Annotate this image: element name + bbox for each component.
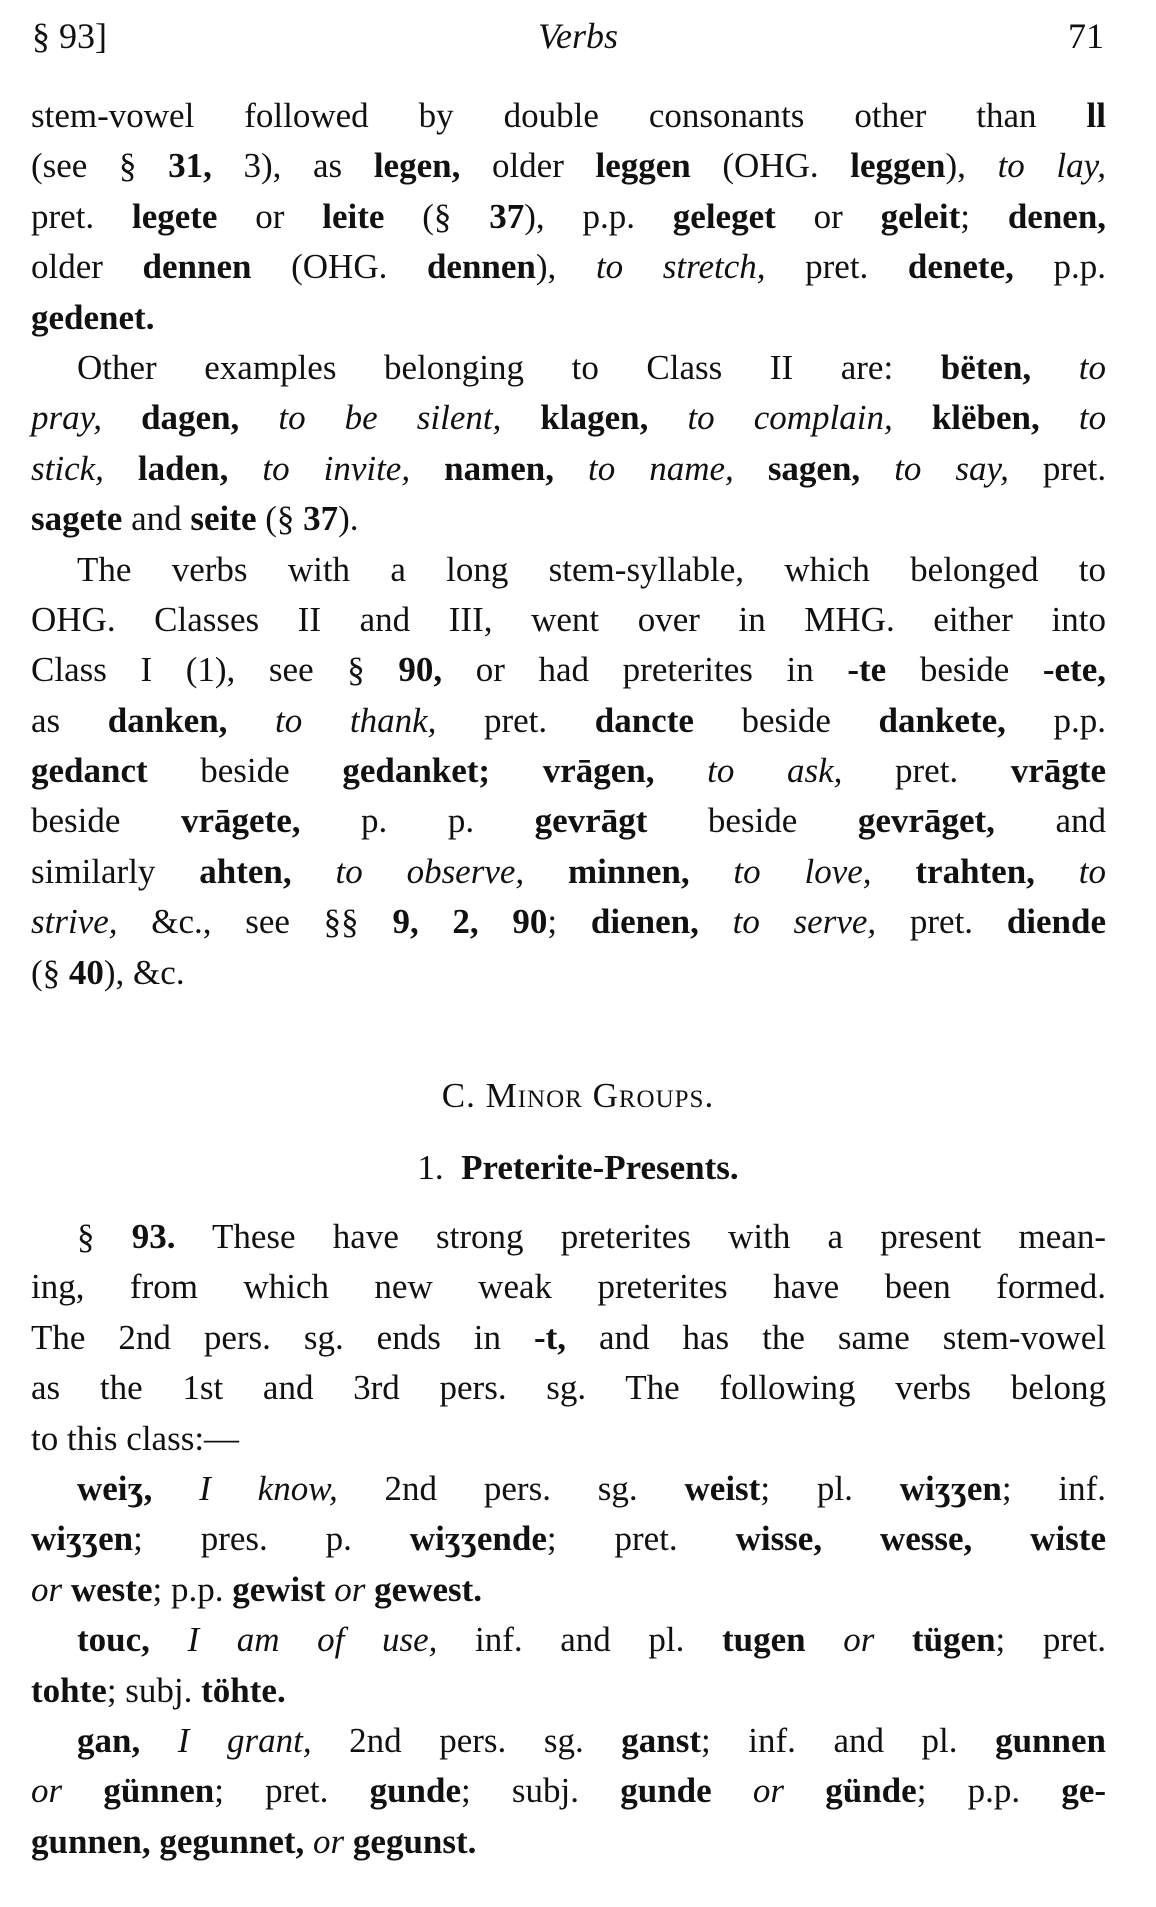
bold-term: ll (1086, 96, 1106, 135)
text-line (31, 897, 1106, 947)
text-run: or (775, 196, 881, 236)
text-run (690, 852, 734, 891)
text-line (31, 1817, 1106, 1867)
text-run (806, 1620, 844, 1659)
text-run (874, 1620, 912, 1659)
bold-term: sagen, (767, 448, 861, 488)
paragraph (31, 1615, 1106, 1716)
text-line (31, 444, 1106, 494)
text-run (304, 1822, 313, 1861)
text-run (490, 751, 543, 790)
text-line (31, 545, 1106, 595)
bold-term: legete (131, 196, 218, 236)
text-run: as the 1st and 3rd pers. sg. The following verbs belong (31, 1368, 1106, 1408)
bold-term: gewest. (374, 1569, 483, 1609)
bold-term: legen, (373, 146, 461, 186)
text-run (104, 449, 138, 488)
italic-gloss: to observe, (335, 851, 525, 891)
text-run (140, 1721, 178, 1760)
text-run: beside (31, 801, 181, 841)
italic-gloss: to lay, (997, 146, 1107, 186)
text-run: 3), as (211, 146, 374, 186)
text-line (31, 1565, 1106, 1615)
paragraph (31, 91, 1106, 343)
bold-term: touc, (77, 1620, 150, 1660)
text-run (150, 1620, 188, 1659)
bold-term: wiʒʒende (409, 1519, 547, 1559)
text-run (501, 398, 540, 437)
bold-term: gunde (369, 1771, 461, 1811)
text-run (102, 398, 141, 437)
bold-term: klagen, (540, 398, 649, 438)
text-run: ), p.p. (524, 196, 673, 236)
text-run (410, 449, 444, 488)
paragraph (31, 545, 1106, 999)
bold-term: 93. (131, 1217, 176, 1256)
text-run: beside (147, 751, 343, 791)
bold-term: -t, (533, 1317, 567, 1357)
text-run (554, 449, 588, 488)
italic-gloss: stick, (31, 448, 104, 488)
text-run: and (122, 499, 191, 539)
text-line (31, 192, 1106, 242)
text-run: ; pl. (760, 1468, 900, 1508)
bold-term: gunnen, gegunnet, (31, 1821, 305, 1861)
italic-gloss: strive, (31, 902, 118, 942)
text-run: pret. (1008, 448, 1107, 488)
bold-term: gedenet. (31, 297, 155, 337)
bold-term: 31, (168, 146, 212, 186)
text-run: stem-vowel followed by double consonants other than (31, 96, 1087, 135)
bold-term: vrāgen, (542, 751, 655, 791)
text-run: 2nd pers. sg. (311, 1720, 622, 1760)
bold-term: bëten, (940, 347, 1032, 387)
text-run (344, 1822, 353, 1861)
text-run (648, 398, 687, 437)
text-line (31, 796, 1106, 846)
bold-term: klëben, (931, 398, 1040, 438)
text-line (31, 1716, 1106, 1766)
text-run (1035, 852, 1079, 891)
text-run (227, 701, 275, 740)
bold-term: geleit (880, 196, 961, 236)
text-run: OHG. Classes II and III, went over in MHG. either into (31, 599, 1106, 639)
text-line (31, 242, 1106, 292)
text-run (893, 398, 932, 437)
text-line (31, 1666, 1106, 1716)
bold-term: diende (1006, 902, 1107, 942)
text-line (31, 494, 1106, 544)
bold-term: dennen (426, 247, 536, 287)
text-block-preterite-presents (31, 1212, 1106, 1867)
text-run (326, 1570, 335, 1609)
bold-term: gegunst. (352, 1821, 477, 1861)
text-run: ; pret. (214, 1771, 370, 1811)
text-run: ), (945, 146, 998, 186)
text-run: or (217, 196, 323, 236)
bold-term: 37 (303, 499, 339, 539)
bold-term: vrāgte (1010, 751, 1107, 791)
bold-term: tohte (31, 1670, 107, 1710)
text-run: p. p. (300, 801, 535, 841)
text-run: inf. and pl. (437, 1620, 722, 1660)
italic-gloss: to name, (588, 448, 734, 488)
bold-term: gedanket; (342, 751, 491, 791)
text-run: ). (338, 499, 359, 539)
text-run: pret. (31, 196, 132, 236)
bold-term: weste (70, 1569, 153, 1609)
text-run: and (994, 801, 1106, 841)
italic-gloss: to stretch, (595, 247, 766, 287)
italic-gloss: I grant, (177, 1720, 312, 1760)
subsection-number: 1. (417, 1148, 444, 1187)
paragraph (31, 1716, 1106, 1867)
bold-term: 37 (489, 196, 525, 236)
italic-gloss: to ask, (707, 751, 843, 791)
text-line (31, 343, 1106, 393)
bold-term: töhte. (201, 1670, 286, 1710)
bold-term: tugen (721, 1620, 806, 1660)
text-line (31, 91, 1106, 141)
text-block-class-ii (31, 91, 1106, 998)
bold-term: gunnen (995, 1720, 1106, 1760)
bold-term: vrāgete, (180, 801, 301, 841)
text-run: older (31, 247, 143, 287)
italic-gloss: to say, (894, 448, 1009, 488)
bold-term: geleget (672, 196, 776, 236)
italic-gloss: to (1078, 347, 1106, 387)
text-run (239, 398, 278, 437)
italic-gloss: to love, (733, 851, 872, 891)
text-run: ; inf. (1001, 1468, 1107, 1508)
bold-term: danken, (107, 700, 228, 740)
italic-gloss: or (31, 1771, 63, 1811)
bold-term: tügen (911, 1620, 996, 1660)
text-run: similarly (31, 851, 200, 891)
section-heading: C. Minor Groups. (441, 1076, 715, 1115)
bold-term: günde (825, 1771, 917, 1811)
subsection-heading (0, 1143, 1156, 1193)
text-run: older (460, 146, 596, 186)
bold-term: wiʒʒen (899, 1468, 1002, 1508)
text-run (1031, 348, 1079, 387)
bold-term: ge- (1061, 1771, 1107, 1811)
bold-term: minnen, (568, 851, 690, 891)
text-line (31, 595, 1106, 645)
text-run: (OHG. (251, 247, 427, 287)
bold-term: gevrāgt (534, 801, 648, 841)
paragraph (31, 343, 1106, 545)
bold-term: 90, (398, 650, 443, 690)
text-run: p.p. (1013, 247, 1106, 287)
text-run: pret. (842, 751, 1011, 791)
text-line (31, 293, 1106, 343)
bold-term: seite (190, 499, 257, 539)
bold-term: gan, (77, 1720, 141, 1760)
text-run: &c., see §§ (117, 902, 393, 942)
bold-term: dancte (594, 700, 694, 740)
bold-term: sagete (31, 499, 123, 539)
text-run: to this class:— (31, 1418, 240, 1458)
italic-gloss: or (752, 1771, 785, 1811)
text-line (31, 1262, 1106, 1312)
text-line (31, 1313, 1106, 1363)
text-run: (see § (31, 146, 169, 186)
text-run: p.p. (1005, 700, 1107, 740)
bold-term: laden, (137, 448, 229, 488)
italic-gloss: to thank, (275, 700, 437, 740)
bold-term: dagen, (141, 398, 240, 438)
text-run: The 2nd pers. sg. ends in (31, 1317, 534, 1357)
italic-gloss: to (1078, 851, 1107, 891)
text-line (31, 746, 1106, 796)
bold-term: denete, (907, 247, 1014, 287)
text-run: (§ (256, 499, 304, 539)
text-run (62, 1570, 71, 1609)
text-run (1040, 398, 1079, 437)
italic-gloss: pray, (31, 398, 102, 438)
bold-term: -te (847, 650, 887, 690)
italic-gloss: or (31, 1569, 63, 1609)
text-line (31, 1514, 1106, 1564)
bold-term: 40 (68, 952, 104, 992)
italic-gloss: to serve, (732, 902, 877, 942)
bold-term: dienen, (590, 902, 699, 942)
text-run (872, 852, 916, 891)
text-line (31, 1615, 1106, 1665)
text-run: The verbs with a long stem-syllable, which belonged to (77, 549, 1106, 589)
bold-term: wisse, wesse, wiste (735, 1519, 1106, 1559)
text-run: ; subj. (106, 1670, 202, 1710)
italic-gloss: or (313, 1821, 345, 1861)
text-line (31, 696, 1106, 746)
text-run (365, 1570, 374, 1609)
text-run (655, 751, 708, 790)
text-run (712, 1771, 753, 1810)
bold-term: trahten, (915, 851, 1035, 891)
bold-term: ahten, (199, 851, 292, 891)
text-run: ; subj. (461, 1771, 621, 1811)
bold-term: weist (684, 1468, 761, 1508)
text-run: ing, from which new weak preterites have been formed. (31, 1267, 1106, 1307)
paragraph (31, 1212, 1106, 1464)
bold-term: dankete, (878, 700, 1006, 740)
text-line (31, 1363, 1106, 1413)
text-run: These have strong preterites with a present mean- (175, 1217, 1106, 1256)
text-run: pret. (876, 902, 1007, 942)
text-run: ; pres. p. (133, 1519, 410, 1559)
bold-term: dennen (142, 247, 252, 287)
text-run (734, 449, 768, 488)
text-run: pret. (436, 700, 595, 740)
text-run: (§ (384, 196, 490, 236)
text-run: (§ (31, 952, 69, 992)
text-line (31, 1766, 1106, 1816)
italic-gloss: or (843, 1620, 875, 1660)
running-head-title: Verbs (538, 16, 618, 56)
bold-term: namen, (444, 448, 554, 488)
italic-gloss: to be silent, (278, 398, 502, 438)
text-run: Class I (1), see § (31, 650, 399, 690)
text-line (31, 645, 1106, 695)
text-run: and has the same stem-vowel (566, 1317, 1106, 1357)
text-run (292, 852, 336, 891)
text-run: ), &c. (103, 952, 185, 992)
text-line (31, 1212, 1106, 1262)
text-run: beside (886, 650, 1043, 690)
bold-term: wiʒʒen (31, 1519, 134, 1559)
text-run: 2nd pers. sg. (337, 1468, 685, 1508)
text-line (31, 847, 1106, 897)
text-line (31, 393, 1106, 443)
bold-term: denen, (1007, 196, 1107, 236)
bold-term: weiʒ, (77, 1468, 153, 1508)
text-line (31, 948, 1106, 998)
text-run: ; (547, 902, 591, 942)
text-run: § (77, 1217, 132, 1256)
italic-gloss: or (334, 1569, 366, 1609)
bold-term: gedanct (31, 751, 148, 791)
text-run: ), (535, 247, 596, 287)
bold-term: leggen (850, 146, 946, 186)
running-head-section: § 93] (32, 16, 107, 56)
text-run: (OHG. (690, 146, 851, 186)
text-run: Other examples belonging to Class II are: (77, 347, 941, 387)
bold-term: leggen (595, 146, 691, 186)
italic-gloss: to complain, (687, 398, 893, 438)
text-run: beside (647, 801, 858, 841)
text-run: ; pret. (546, 1519, 736, 1559)
italic-gloss: to (1078, 398, 1107, 438)
text-run: beside (693, 700, 879, 740)
text-run (784, 1771, 825, 1810)
italic-gloss: I am of use, (187, 1620, 438, 1660)
bold-term: gevrāget, (857, 801, 995, 841)
text-line (31, 1464, 1106, 1514)
bold-term: -ete, (1042, 650, 1106, 690)
italic-gloss: to invite, (262, 448, 411, 488)
text-run (152, 1469, 199, 1508)
bold-term: günnen (103, 1771, 215, 1811)
text-run: pret. (765, 247, 908, 287)
bold-term: leite (322, 196, 385, 236)
bold-term: gunde (620, 1771, 712, 1811)
page-number: 71 (1068, 16, 1104, 56)
text-run (62, 1771, 103, 1810)
bold-term: 9, 2, 90 (392, 902, 548, 942)
italic-gloss: I know, (199, 1468, 338, 1508)
text-run (860, 449, 894, 488)
text-run: ; p.p. (916, 1771, 1062, 1811)
bold-term: gewist (232, 1569, 326, 1609)
text-run (699, 902, 733, 941)
text-run: ; pret. (995, 1620, 1107, 1660)
text-line (31, 1414, 1106, 1464)
paragraph (31, 1464, 1106, 1615)
text-run: or had preterites in (442, 650, 848, 690)
text-run: ; (960, 196, 1008, 236)
text-run (228, 449, 262, 488)
text-run: as (31, 700, 108, 740)
bold-term: ganst (621, 1720, 701, 1760)
text-run: ; inf. and pl. (701, 1720, 996, 1760)
text-run: ; p.p. (152, 1569, 233, 1609)
text-line (31, 141, 1106, 191)
text-run (524, 852, 568, 891)
subsection-title: Preterite-Presents. (461, 1148, 739, 1187)
